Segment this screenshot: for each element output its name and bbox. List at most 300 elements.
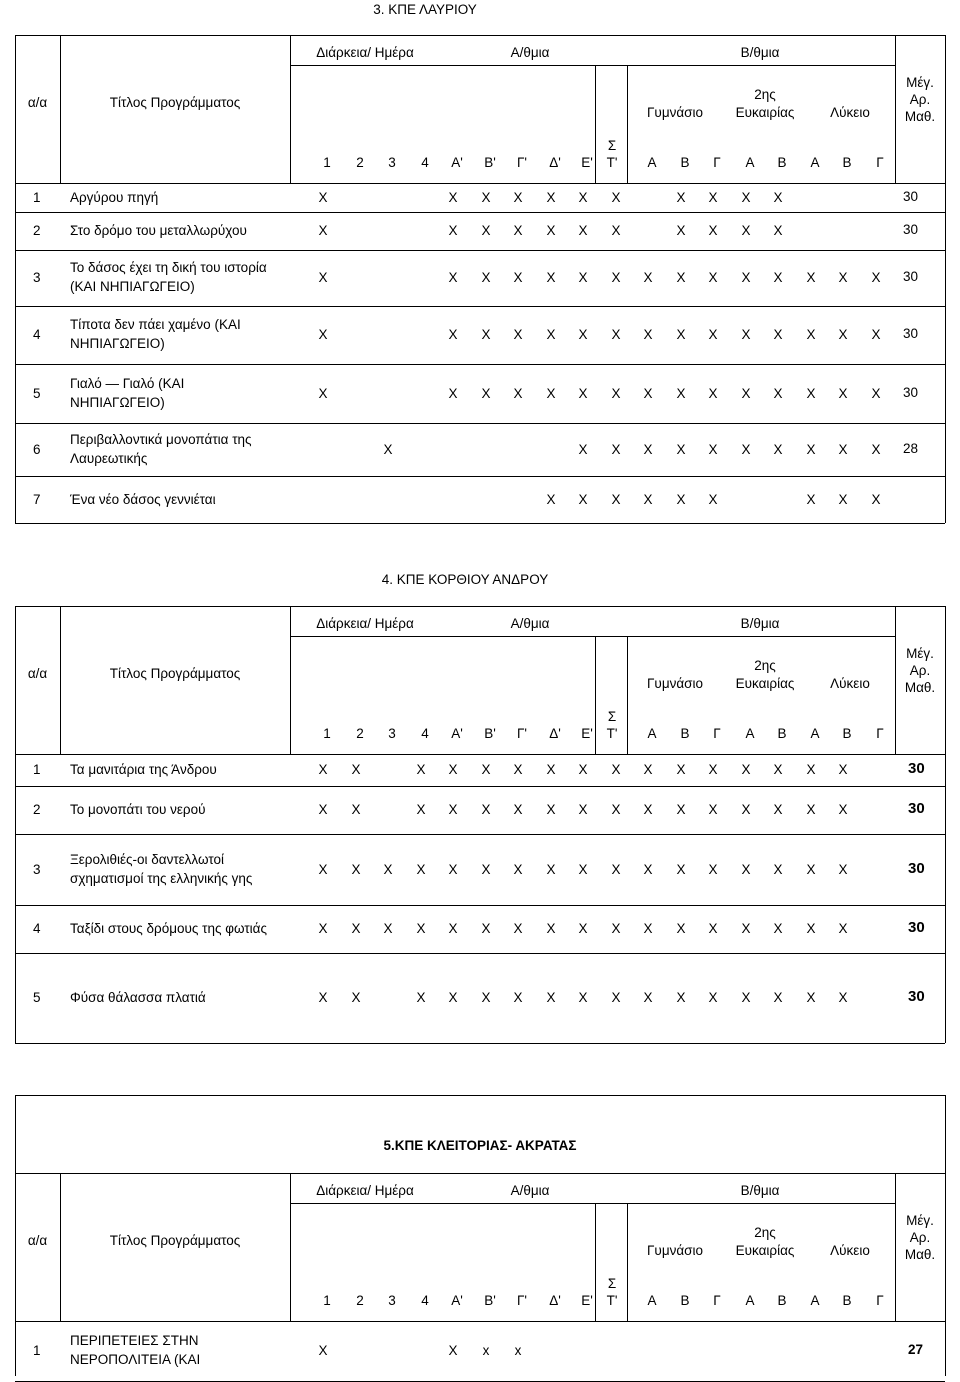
lyceum-header: Λύκειο xyxy=(830,105,870,120)
mark-cell: Χ xyxy=(611,385,621,401)
max-students: 30 xyxy=(908,919,925,936)
row-number: 2 xyxy=(33,223,41,238)
mark-cell: Χ xyxy=(611,802,621,817)
table-rule xyxy=(945,183,946,523)
mark-cell: Χ xyxy=(643,921,653,936)
mark-cell: Χ xyxy=(773,921,783,936)
section3-row-rule xyxy=(15,212,945,213)
mark-cell: Χ xyxy=(708,861,718,877)
gym-header: Γυμνάσιο xyxy=(647,105,703,120)
mark-cell: Χ xyxy=(741,921,751,936)
column-header: Ε' xyxy=(581,155,593,170)
mark-cell: Χ xyxy=(481,385,491,401)
mark-cell: Χ xyxy=(578,189,588,205)
column-header: Β' xyxy=(484,726,496,741)
mark-cell: Χ xyxy=(676,441,686,457)
mark-cell: Χ xyxy=(416,990,426,1005)
max-students: 30 xyxy=(903,384,919,400)
mark-cell: Χ xyxy=(838,491,848,507)
section3-row-rule xyxy=(15,250,945,251)
mark-cell: Χ xyxy=(708,762,718,777)
row-number: 5 xyxy=(33,385,41,401)
program-title: Το δάσος έχει τη δική του ιστορία xyxy=(70,260,267,275)
mark-cell: Χ xyxy=(448,270,458,285)
mark-cell: Χ xyxy=(741,223,751,238)
section3-header-sub-rule xyxy=(290,65,895,66)
table-rule xyxy=(627,1203,628,1321)
mark-cell: Χ xyxy=(806,762,816,777)
section4-row-rule xyxy=(15,1043,945,1044)
mark-cell: Χ xyxy=(546,802,556,817)
mark-cell: Χ xyxy=(806,491,816,507)
column-header: Γ' xyxy=(516,155,527,170)
primary-header: Α/θμια xyxy=(510,616,550,631)
mark-cell: Χ xyxy=(481,223,491,238)
mark-cell: Χ xyxy=(513,189,523,205)
column-header: Β xyxy=(680,1293,690,1308)
section-title: 4. ΚΠΕ ΚΟΡΘΙΟΥ ΑΝΔΡΟΥ xyxy=(381,572,549,587)
section4-row-rule xyxy=(15,953,945,954)
mark-cell: Χ xyxy=(871,385,881,401)
mark-cell: Χ xyxy=(838,441,848,457)
mark-cell: Χ xyxy=(513,327,523,342)
program-title: Τα μανιτάρια της Άνδρου xyxy=(70,762,217,777)
aa-header: α/α xyxy=(27,1233,48,1248)
mark-cell: Χ xyxy=(481,921,491,936)
mark-cell: Χ xyxy=(643,802,653,817)
column-header: Α xyxy=(745,155,755,170)
secondary-header: Β/θμια xyxy=(740,616,780,631)
mark-cell: Χ xyxy=(448,762,458,777)
mark-cell: Χ xyxy=(643,861,653,877)
mark-cell: Χ xyxy=(643,270,653,285)
program-title: ΠΕΡΙΠΕΤΕΙΕΣ ΣΤΗΝ xyxy=(70,1333,199,1348)
column-header: Β xyxy=(680,155,690,170)
mark-cell: Χ xyxy=(416,861,426,877)
column-header: Γ xyxy=(876,1293,884,1308)
column-header: 4 xyxy=(421,1293,429,1308)
mark-cell: Χ xyxy=(513,802,523,817)
row-number: 5 xyxy=(33,990,41,1005)
mark-cell: Χ xyxy=(708,441,718,457)
mark-cell: Χ xyxy=(871,441,881,457)
mark-cell: Χ xyxy=(578,990,588,1005)
mark-cell: x xyxy=(514,1343,522,1358)
table-rule xyxy=(945,1173,946,1321)
column-header: Α xyxy=(810,155,820,170)
section4-row-rule xyxy=(15,905,945,906)
column-header: Α' xyxy=(451,726,463,741)
max-students: 30 xyxy=(903,188,919,204)
mark-cell: Χ xyxy=(481,327,491,342)
section3-row-rule xyxy=(15,364,945,365)
mark-cell: Χ xyxy=(578,861,588,877)
mark-cell: Χ xyxy=(773,385,783,401)
mark-cell: Χ xyxy=(838,861,848,877)
max-students: 30 xyxy=(903,326,919,341)
mark-cell: Χ xyxy=(546,921,556,936)
table-rule xyxy=(945,35,946,183)
column-header: Β xyxy=(777,726,787,741)
section3-row-rule xyxy=(15,523,945,524)
column-header: Α xyxy=(810,1293,820,1308)
mark-cell: Χ xyxy=(448,990,458,1005)
lyceum-header: Λύκειο xyxy=(830,1243,870,1258)
mark-cell: Χ xyxy=(448,802,458,817)
mark-cell: Χ xyxy=(318,921,328,936)
mark-cell: Χ xyxy=(643,327,653,342)
column-header: Γ' xyxy=(516,1293,527,1308)
column-header: Α xyxy=(810,726,820,741)
mark-cell: Χ xyxy=(708,990,718,1005)
section4-row-rule xyxy=(15,786,945,787)
mark-cell: Χ xyxy=(676,921,686,936)
column-header: Γ xyxy=(876,726,884,741)
section4-header-top-rule xyxy=(15,606,945,607)
section3-row-rule xyxy=(15,306,945,307)
table-rule xyxy=(290,1173,291,1321)
row-number: 2 xyxy=(33,802,41,817)
column-header: Α xyxy=(745,726,755,741)
column-header: Β xyxy=(777,1293,787,1308)
title-header: Τίτλος Προγράμματος xyxy=(109,1233,241,1248)
program-title: ΝΗΠΙΑΓΩΓΕΙΟ) xyxy=(70,394,165,410)
max-students: 30 xyxy=(908,988,925,1005)
primary-header: Α/θμια xyxy=(510,45,550,60)
column-header: Β xyxy=(777,155,787,170)
mark-cell: Χ xyxy=(806,990,816,1005)
mark-cell: Χ xyxy=(448,921,458,936)
title-header: Τίτλος Προγράμματος xyxy=(109,95,241,110)
column-header: Δ' xyxy=(549,1293,561,1308)
column-header: Ε' xyxy=(581,726,593,741)
mark-cell: Χ xyxy=(708,270,718,285)
column-header: Γ xyxy=(713,726,721,741)
mark-cell: Χ xyxy=(416,762,426,777)
table-rule xyxy=(945,606,946,754)
second-chance-header: 2ης xyxy=(754,87,776,102)
mark-cell: Χ xyxy=(318,327,328,342)
mark-cell: Χ xyxy=(351,762,361,777)
table-rule xyxy=(15,183,945,184)
mark-cell: Χ xyxy=(773,802,783,817)
mark-cell: Χ xyxy=(318,861,328,877)
mark-cell: Χ xyxy=(318,762,328,777)
mark-cell: Χ xyxy=(578,441,588,457)
mark-cell: Χ xyxy=(448,189,458,205)
mark-cell: Χ xyxy=(546,270,556,285)
mark-cell: Χ xyxy=(741,441,751,457)
section5-header-top-rule xyxy=(15,1173,945,1174)
program-title: Λαυρεωτικής xyxy=(70,450,148,466)
second-chance-header: 2ης xyxy=(754,658,776,673)
gym-header: Γυμνάσιο xyxy=(647,676,703,691)
mark-cell: Χ xyxy=(838,385,848,401)
secondary-header: Β/θμια xyxy=(740,45,780,60)
mark-cell: Χ xyxy=(741,189,751,205)
table-rule xyxy=(290,35,291,183)
program-title: ΝΗΠΙΑΓΩΓΕΙΟ) xyxy=(70,336,165,351)
column-header: Δ' xyxy=(549,726,561,741)
mark-cell: Χ xyxy=(708,189,718,205)
mark-cell: Χ xyxy=(643,491,653,507)
mark-cell: Χ xyxy=(546,189,556,205)
mark-cell: Χ xyxy=(741,385,751,401)
mark-cell: Χ xyxy=(741,990,751,1005)
table-rule xyxy=(945,754,946,1043)
max-header: Μέγ. xyxy=(906,646,934,661)
mark-cell: Χ xyxy=(643,441,653,457)
sigma-header: Τ' xyxy=(606,155,618,170)
max-students: 30 xyxy=(903,222,919,237)
mark-cell: Χ xyxy=(481,990,491,1005)
mark-cell: Χ xyxy=(351,802,361,817)
program-title: Τίποτα δεν πάει χαμένο (ΚΑΙ xyxy=(70,317,241,332)
section-title: 3. ΚΠΕ ΛΑΥΡΙΟΥ xyxy=(373,2,477,17)
column-header: 2 xyxy=(356,1293,364,1308)
column-header: Δ' xyxy=(549,155,561,170)
mark-cell: Χ xyxy=(773,327,783,342)
mark-cell: Χ xyxy=(351,921,361,936)
column-header: 3 xyxy=(388,726,396,741)
mark-cell: Χ xyxy=(513,921,523,936)
mark-cell: Χ xyxy=(806,921,816,936)
mark-cell: Χ xyxy=(676,990,686,1005)
program-title: (ΚΑΙ ΝΗΠΙΑΓΩΓΕΙΟ) xyxy=(70,279,195,294)
mark-cell: Χ xyxy=(773,861,783,877)
mark-cell: Χ xyxy=(481,861,491,877)
column-header: Α' xyxy=(451,155,463,170)
second-chance-header: 2ης xyxy=(754,1225,776,1240)
title-header: Τίτλος Προγράμματος xyxy=(109,666,241,681)
mark-cell: Χ xyxy=(578,762,588,777)
mark-cell: Χ xyxy=(676,327,686,342)
column-header: Α xyxy=(647,155,657,170)
mark-cell: Χ xyxy=(676,861,686,877)
mark-cell: Χ xyxy=(806,861,816,877)
mark-cell: Χ xyxy=(578,270,588,285)
mark-cell: Χ xyxy=(806,385,816,401)
column-header: Γ xyxy=(713,1293,721,1308)
mark-cell: Χ xyxy=(611,327,621,342)
program-title: Το μονοπάτι του νερού xyxy=(70,802,206,817)
column-header: 3 xyxy=(388,1293,396,1308)
column-header: Α xyxy=(647,726,657,741)
column-header: Γ' xyxy=(516,726,527,741)
column-header: 1 xyxy=(323,155,331,170)
mark-cell: Χ xyxy=(838,802,848,817)
mark-cell: Χ xyxy=(513,990,523,1005)
mark-cell: Χ xyxy=(838,990,848,1005)
program-title: Στο δρόμο του μεταλλωρύχου xyxy=(70,223,247,238)
mark-cell: Χ xyxy=(806,441,816,457)
duration-header: Διάρκεια/ Ημέρα xyxy=(316,1183,414,1198)
mark-cell: Χ xyxy=(611,223,621,238)
mark-cell: Χ xyxy=(676,762,686,777)
max-students: 27 xyxy=(908,1342,924,1357)
mark-cell: Χ xyxy=(611,762,621,777)
table-rule xyxy=(15,754,16,1043)
column-header: Β xyxy=(842,1293,852,1308)
max-header: Μαθ. xyxy=(904,680,936,695)
column-header: Α xyxy=(745,1293,755,1308)
mark-cell: Χ xyxy=(838,327,848,342)
mark-cell: Χ xyxy=(383,441,393,457)
mark-cell: Χ xyxy=(578,385,588,401)
mark-cell: Χ xyxy=(481,189,491,205)
mark-cell: Χ xyxy=(871,327,881,342)
sigma-header: Σ xyxy=(607,1276,617,1291)
mark-cell: Χ xyxy=(708,491,718,507)
column-header: Ε' xyxy=(581,1293,593,1308)
program-title: Περιβαλλοντικά μονοπάτια της xyxy=(70,431,252,447)
mark-cell: Χ xyxy=(546,491,556,507)
mark-cell: Χ xyxy=(318,990,328,1005)
column-header: Γ xyxy=(713,155,721,170)
program-title: Φύσα θάλασσα πλατιά xyxy=(70,990,206,1005)
table-rule xyxy=(15,183,16,523)
mark-cell: Χ xyxy=(643,762,653,777)
mark-cell: x xyxy=(482,1343,490,1358)
program-title: σχηματισμοί της ελληνικής γης xyxy=(70,870,253,886)
mark-cell: Χ xyxy=(546,327,556,342)
program-title: Ένα νέο δάσος γεννιέται xyxy=(70,491,216,507)
column-header: 3 xyxy=(388,155,396,170)
mark-cell: Χ xyxy=(611,270,621,285)
column-header: Β xyxy=(842,726,852,741)
mark-cell: Χ xyxy=(708,921,718,936)
mark-cell: Χ xyxy=(708,327,718,342)
mark-cell: Χ xyxy=(708,223,718,238)
mark-cell: Χ xyxy=(611,921,621,936)
row-number: 6 xyxy=(33,441,41,457)
mark-cell: Χ xyxy=(513,385,523,401)
sigma-header: Τ' xyxy=(606,726,618,741)
mark-cell: Χ xyxy=(416,802,426,817)
row-number: 4 xyxy=(33,921,41,936)
mark-cell: Χ xyxy=(676,223,686,238)
max-students: 30 xyxy=(903,269,919,284)
program-title: Ταξίδι στους δρόμους της φωτιάς xyxy=(70,921,267,936)
max-header: Μέγ. xyxy=(906,1213,934,1228)
max-header: Αρ. xyxy=(909,663,931,678)
column-header: Γ xyxy=(876,155,884,170)
mark-cell: Χ xyxy=(351,990,361,1005)
mark-cell: Χ xyxy=(546,223,556,238)
mark-cell: Χ xyxy=(773,990,783,1005)
section3-row-rule xyxy=(15,476,945,477)
mark-cell: Χ xyxy=(773,270,783,285)
mark-cell: Χ xyxy=(708,385,718,401)
mark-cell: Χ xyxy=(773,223,783,238)
max-students: 30 xyxy=(908,760,925,777)
mark-cell: Χ xyxy=(806,327,816,342)
section4-header-bottom-rule xyxy=(15,754,945,755)
mark-cell: Χ xyxy=(318,802,328,817)
mark-cell: Χ xyxy=(806,802,816,817)
program-title: Αργύρου πηγή xyxy=(70,189,159,205)
mark-cell: Χ xyxy=(741,762,751,777)
mark-cell: Χ xyxy=(871,270,881,285)
column-header: 2 xyxy=(356,726,364,741)
max-students: 30 xyxy=(908,800,925,817)
mark-cell: Χ xyxy=(318,1343,328,1358)
mark-cell: Χ xyxy=(318,270,328,285)
section4-row-rule xyxy=(15,834,945,835)
row-number: 3 xyxy=(33,861,41,877)
table-rule xyxy=(627,65,628,183)
section5-frame-top xyxy=(15,1095,945,1096)
second-chance-header: Ευκαιρίας xyxy=(735,1243,795,1258)
max-students: 28 xyxy=(903,440,919,456)
column-header: Α' xyxy=(451,1293,463,1308)
mark-cell: Χ xyxy=(383,921,393,936)
program-title: ΝΕΡΟΠΟΛΙΤΕΙΑ (ΚΑΙ xyxy=(70,1352,201,1367)
mark-cell: Χ xyxy=(481,762,491,777)
duration-header: Διάρκεια/ Ημέρα xyxy=(316,616,414,631)
mark-cell: Χ xyxy=(578,921,588,936)
mark-cell: Χ xyxy=(416,921,426,936)
mark-cell: Χ xyxy=(676,802,686,817)
duration-header: Διάρκεια/ Ημέρα xyxy=(316,45,414,60)
mark-cell: Χ xyxy=(773,762,783,777)
mark-cell: Χ xyxy=(676,270,686,285)
mark-cell: Χ xyxy=(741,861,751,877)
mark-cell: Χ xyxy=(643,385,653,401)
mark-cell: Χ xyxy=(838,762,848,777)
max-header: Μαθ. xyxy=(904,109,936,124)
mark-cell: Χ xyxy=(741,802,751,817)
mark-cell: Χ xyxy=(676,189,686,205)
sigma-header: Σ xyxy=(607,709,617,724)
column-header: 2 xyxy=(356,155,364,170)
mark-cell: Χ xyxy=(676,491,686,507)
mark-cell: Χ xyxy=(611,990,621,1005)
section-title: 5.ΚΠΕ ΚΛΕΙΤΟΡΙΑΣ- ΑΚΡΑΤΑΣ xyxy=(383,1138,577,1153)
mark-cell: Χ xyxy=(318,189,328,205)
mark-cell: Χ xyxy=(513,270,523,285)
mark-cell: Χ xyxy=(676,385,686,401)
mark-cell: Χ xyxy=(546,861,556,877)
program-title: Γιαλό — Γιαλό (ΚΑΙ xyxy=(70,375,185,391)
section5-header-sub-rule xyxy=(290,1203,895,1204)
mark-cell: Χ xyxy=(448,1343,458,1358)
column-header: 1 xyxy=(323,1293,331,1308)
mark-cell: Χ xyxy=(871,491,881,507)
max-header: Μαθ. xyxy=(904,1247,936,1262)
sigma-header: Σ xyxy=(607,138,617,153)
mark-cell: Χ xyxy=(741,270,751,285)
max-header: Αρ. xyxy=(909,1230,931,1245)
mark-cell: Χ xyxy=(611,189,621,205)
mark-cell: Χ xyxy=(481,802,491,817)
mark-cell: Χ xyxy=(741,327,751,342)
max-header: Αρ. xyxy=(909,92,931,107)
table-rule xyxy=(627,636,628,754)
mark-cell: Χ xyxy=(448,327,458,342)
section4-header-sub-rule xyxy=(290,636,895,637)
mark-cell: Χ xyxy=(708,802,718,817)
column-header: Β xyxy=(842,155,852,170)
mark-cell: Χ xyxy=(513,223,523,238)
mark-cell: Χ xyxy=(448,861,458,877)
column-header: Β' xyxy=(484,155,496,170)
row-number: 4 xyxy=(33,327,41,342)
section5-header-bottom-rule xyxy=(15,1321,945,1322)
mark-cell: Χ xyxy=(611,441,621,457)
mark-cell: Χ xyxy=(578,491,588,507)
mark-cell: Χ xyxy=(773,441,783,457)
